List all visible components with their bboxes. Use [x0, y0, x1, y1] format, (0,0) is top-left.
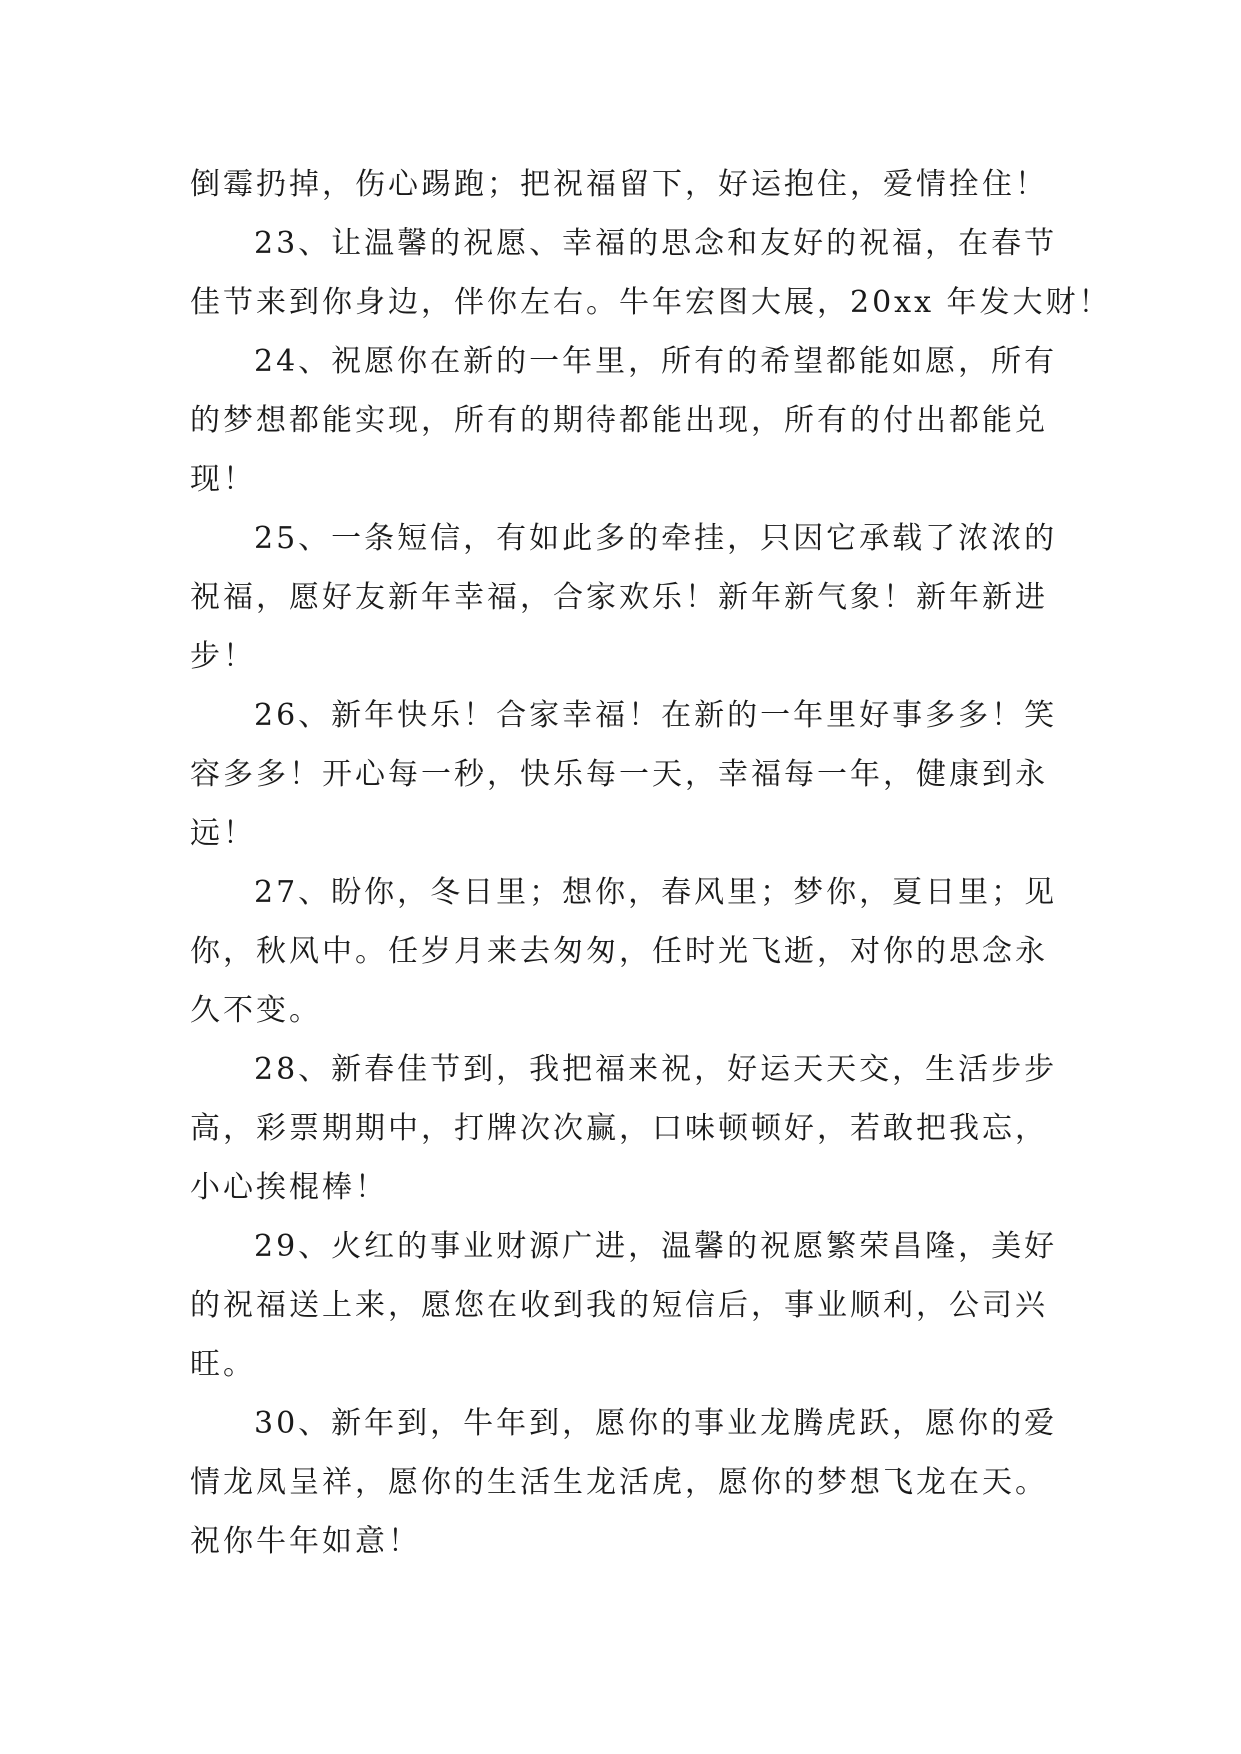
paragraph-25 [190, 509, 1070, 686]
paragraph-line: 26、新年快乐！合家幸福！在新的一年里好事多多！笑 [254, 698, 1058, 733]
paragraph-line: 的祝福送上来，愿您在收到我的短信后，事业顺利，公司兴 [190, 1288, 1048, 1323]
paragraph-line: 23、让温馨的祝愿、幸福的思念和友好的祝福，在春节 [254, 226, 1058, 261]
paragraph-line: 的梦想都能实现，所有的期待都能出现，所有的付出都能兑 [190, 403, 1048, 438]
paragraph-30 [190, 1394, 1070, 1571]
paragraph-27 [190, 863, 1070, 1040]
paragraph-line: 29、火红的事业财源广进，温馨的祝愿繁荣昌隆，美好 [254, 1229, 1058, 1264]
paragraph-line: 高，彩票期期中，打牌次次赢，口味顿顿好，若敢把我忘， [190, 1111, 1048, 1146]
paragraph-line: 远！ [190, 816, 256, 851]
paragraph-29 [190, 1217, 1070, 1394]
paragraph-line: 祝福，愿好友新年幸福，合家欢乐！新年新气象！新年新进 [190, 580, 1048, 615]
paragraph-line: 27、盼你，冬日里；想你，春风里；梦你，夏日里；见 [254, 875, 1058, 910]
paragraph-line: 小心挨棍棒！ [190, 1170, 388, 1205]
paragraph-line: 久不变。 [190, 993, 322, 1028]
paragraph-line: 你，秋风中。任岁月来去匆匆，任时光飞逝，对你的思念永 [190, 934, 1048, 969]
paragraph-23 [190, 214, 1112, 332]
paragraph-line: 步！ [190, 639, 256, 674]
paragraph-line: 30、新年到，牛年到，愿你的事业龙腾虎跃，愿你的爱 [254, 1406, 1058, 1441]
paragraph-continuation [190, 155, 1070, 214]
paragraph-line: 28、新春佳节到，我把福来祝，好运天天交，生活步步 [254, 1052, 1058, 1087]
paragraph-line: 情龙凤呈祥，愿你的生活生龙活虎，愿你的梦想飞龙在天。 [190, 1465, 1048, 1500]
paragraph-24 [190, 332, 1070, 509]
paragraph-26 [190, 686, 1070, 863]
paragraph-28 [190, 1040, 1070, 1217]
paragraph-line: 容多多！开心每一秒，快乐每一天，幸福每一年，健康到永 [190, 757, 1048, 792]
document-body [190, 155, 1112, 1571]
paragraph-line: 佳节来到你身边，伴你左右。牛年宏图大展，20xx 年发大财！ [190, 285, 1112, 320]
paragraph-line: 现！ [190, 462, 256, 497]
paragraph-line: 旺。 [190, 1347, 256, 1382]
paragraph-line: 祝你牛年如意！ [190, 1524, 421, 1559]
paragraph-line: 24、祝愿你在新的一年里，所有的希望都能如愿，所有 [254, 344, 1058, 379]
paragraph-line: 倒霉扔掉，伤心踢跑；把祝福留下，好运抱住，爱情拴住！ [190, 167, 1048, 202]
paragraph-line: 25、一条短信，有如此多的牵挂，只因它承载了浓浓的 [254, 521, 1058, 556]
